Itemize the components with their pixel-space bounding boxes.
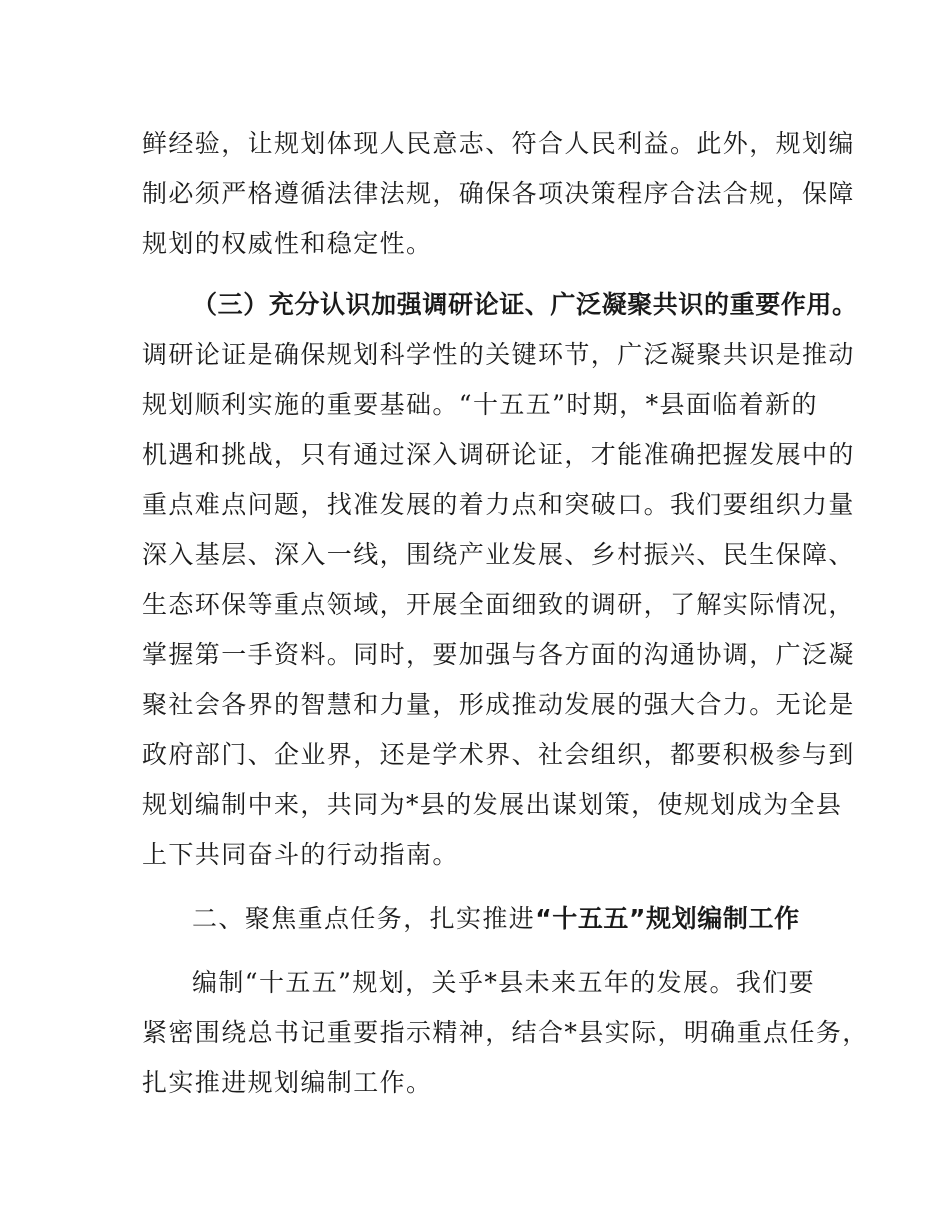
paragraph-line: 重点难点问题，找准发展的着力点和突破口。我们要组织力量 [142,490,855,519]
section-heading [192,903,800,935]
paragraph-line: 政府部门、企业界，还是学术界、社会组织，都要积极参与到 [142,740,855,769]
paragraph-line: 掌握第一手资料。同时，要加强与各方面的沟通协调，广泛凝 [142,640,855,669]
paragraph-line: 生态环保等重点领域，开展全面细致的调研，了解实际情况， [142,590,855,619]
paragraph-line: 制必须严格遵循法律法规，确保各项决策程序合法合规，保障 [142,179,855,208]
paragraph-line: 紧密围绕总书记重要指示精神，结合*县实际，明确重点任务， [142,1018,869,1047]
paragraph-line: 规划的权威性和稳定性。 [142,229,433,258]
paragraph-line: 扎实推进规划编制工作。 [142,1068,433,1097]
paragraph-line: 机遇和挑战，只有通过深入调研论证，才能准确把握发展中的 [142,440,855,469]
paragraph-line: 规划顺利实施的重要基础。“十五五”时期，*县面临着新的 [142,390,818,419]
paragraph-line: 上下共同奋斗的行动指南。 [142,840,459,869]
section-heading-prefix: 二、聚焦重点任务，扎实推进 [192,904,536,933]
paragraph-line: 调研论证是确保规划科学性的关键环节，广泛凝聚共识是推动 [142,340,855,369]
section-heading: （三）充分认识加强调研论证、广泛凝聚共识的重要作用。 [192,290,858,319]
paragraph-line: 规划编制中来，共同为*县的发展出谋划策，使规划成为全县 [142,790,843,819]
paragraph-line: 编制“十五五”规划，关乎*县未来五年的发展。我们要 [192,968,816,997]
paragraph-line: 聚社会各界的智慧和力量，形成推动发展的强大合力。无论是 [142,690,855,719]
paragraph-line: 深入基层、深入一线，围绕产业发展、乡村振兴、民生保障、 [142,540,855,569]
paragraph-line: 鲜经验，让规划体现人民意志、符合人民利益。此外，规划编 [142,129,855,158]
section-heading-emphasis: “十五五”规划编制工作 [535,904,800,933]
